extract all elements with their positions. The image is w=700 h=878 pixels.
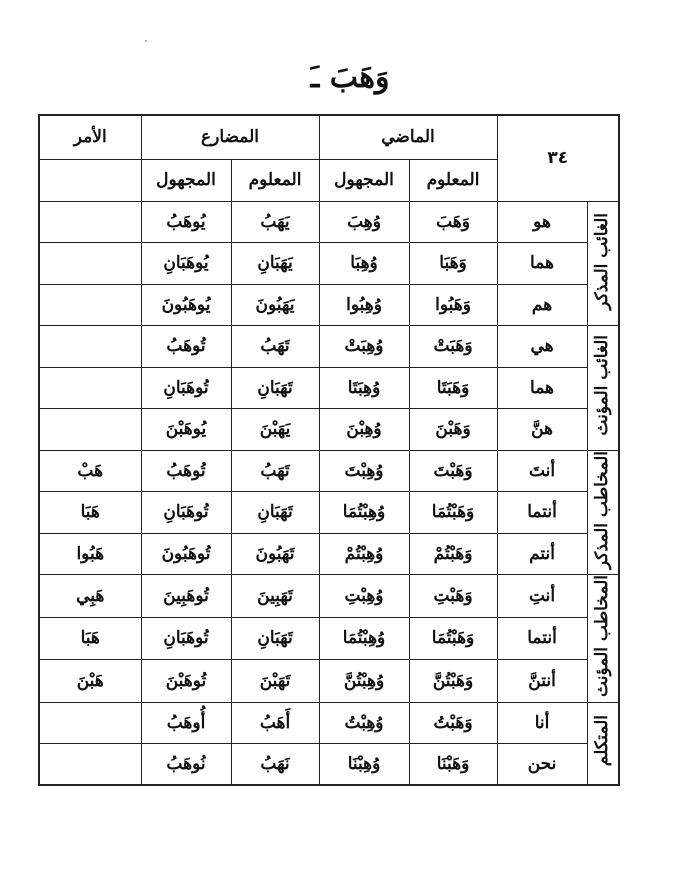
amr-cell <box>39 702 141 744</box>
mudari-maloom-cell: يَهَبُ <box>231 201 319 243</box>
header-amr-blank <box>39 159 141 201</box>
mudari-maloom-cell: يَهَبُونَ <box>231 284 319 326</box>
madi-maloom-cell: وَهَبَتَا <box>409 367 497 409</box>
amr-cell <box>39 243 141 285</box>
madi-majhool-cell: وُهِبْتَ <box>319 450 409 492</box>
madi-maloom-cell: وَهَبْنَ <box>409 409 497 451</box>
madi-majhool-cell: وُهِبْتُنَّ <box>319 660 409 703</box>
group-label <box>587 702 619 785</box>
pronoun-cell: أنتما <box>497 492 587 534</box>
madi-majhool-cell: وُهِبَتْ <box>319 326 409 368</box>
mudari-maloom-cell: نَهَبُ <box>231 744 319 786</box>
mudari-maloom-cell: تَهَبُونَ <box>231 533 319 575</box>
madi-maloom-cell: وَهَبْتُمَا <box>409 617 497 660</box>
mudari-majhool-cell: تُوهَبَانِ <box>141 367 231 409</box>
amr-cell: هَبْ <box>39 450 141 492</box>
madi-maloom-cell: وَهَبْنَا <box>409 744 497 786</box>
mudari-majhool-cell: تُوهَبُونَ <box>141 533 231 575</box>
header-madi-majhool: المجهول <box>319 159 409 201</box>
table-row <box>39 201 619 243</box>
madi-maloom-cell: وَهَبَا <box>409 243 497 285</box>
amr-cell: هَبَا <box>39 617 141 660</box>
madi-majhool-cell: وُهِبْتُ <box>319 702 409 744</box>
mudari-maloom-cell: تَهَبُ <box>231 326 319 368</box>
mudari-majhool-cell: تُوهَبِينَ <box>141 575 231 618</box>
table-row <box>39 492 619 534</box>
header-madi: الماضي <box>319 115 497 159</box>
table-row <box>39 702 619 744</box>
amr-cell <box>39 284 141 326</box>
mudari-majhool-cell: تُوهَبُ <box>141 326 231 368</box>
amr-cell: هَبَا <box>39 492 141 534</box>
mudari-majhool-cell: تُوهَبَانِ <box>141 492 231 534</box>
group-label <box>587 201 619 326</box>
table-row <box>39 284 619 326</box>
amr-cell <box>39 367 141 409</box>
pronoun-cell: أنتما <box>497 617 587 660</box>
scan-dot <box>145 40 147 42</box>
table-row <box>39 575 619 618</box>
table-row <box>39 367 619 409</box>
mudari-majhool-cell: تُوهَبُ <box>141 450 231 492</box>
table-row <box>39 243 619 285</box>
page-title: وَهَبَ ـَ <box>310 60 390 95</box>
mudari-majhool-cell: يُوهَبَانِ <box>141 243 231 285</box>
pronoun-cell: هنَّ <box>497 409 587 451</box>
mudari-majhool-cell: يُوهَبُونَ <box>141 284 231 326</box>
header-madi-maloom: المعلوم <box>409 159 497 201</box>
madi-majhool-cell: وُهِبَتَا <box>319 367 409 409</box>
group-label-text: الغائب المؤنث <box>592 335 613 436</box>
madi-majhool-cell: وُهِبْنَ <box>319 409 409 451</box>
mudari-majhool-cell: يُوهَبْنَ <box>141 409 231 451</box>
madi-maloom-cell: وَهَبْتُ <box>409 702 497 744</box>
amr-cell: هَبِي <box>39 575 141 618</box>
madi-maloom-cell: وَهَبَ <box>409 201 497 243</box>
table-row <box>39 660 619 703</box>
madi-maloom-cell: وَهَبْتُمْ <box>409 533 497 575</box>
pronoun-cell: هما <box>497 243 587 285</box>
mudari-majhool-cell: نُوهَبُ <box>141 744 231 786</box>
madi-majhool-cell: وُهِبْتُمَا <box>319 617 409 660</box>
table-row <box>39 450 619 492</box>
table-row <box>39 533 619 575</box>
madi-majhool-cell: وُهِبُوا <box>319 284 409 326</box>
table-row <box>39 744 619 786</box>
madi-maloom-cell: وَهَبْتَ <box>409 450 497 492</box>
pronoun-cell: أنتِ <box>497 575 587 618</box>
mudari-maloom-cell: تَهَبَانِ <box>231 367 319 409</box>
group-label <box>587 575 619 703</box>
pronoun-cell: أنتَ <box>497 450 587 492</box>
pronoun-cell: هي <box>497 326 587 368</box>
madi-majhool-cell: وُهِبَ <box>319 201 409 243</box>
table-row <box>39 617 619 660</box>
madi-maloom-cell: وَهَبُوا <box>409 284 497 326</box>
mudari-maloom-cell: تَهَبِينَ <box>231 575 319 618</box>
header-mudari-majhool: المجهول <box>141 159 231 201</box>
mudari-maloom-cell: يَهَبْنَ <box>231 409 319 451</box>
mudari-maloom-cell: تَهَبْنَ <box>231 660 319 703</box>
group-label-text: المتكلم <box>592 715 613 767</box>
madi-majhool-cell: وُهِبْتِ <box>319 575 409 618</box>
pronoun-cell: أنا <box>497 702 587 744</box>
mudari-maloom-cell: يَهَبَانِ <box>231 243 319 285</box>
mudari-majhool-cell: تُوهَبَانِ <box>141 617 231 660</box>
amr-cell <box>39 326 141 368</box>
madi-maloom-cell: وَهَبْتُنَّ <box>409 660 497 703</box>
amr-cell: هَبُوا <box>39 533 141 575</box>
pronoun-cell: هما <box>497 367 587 409</box>
mudari-maloom-cell: تَهَبَانِ <box>231 617 319 660</box>
mudari-maloom-cell: تَهَبُ <box>231 450 319 492</box>
header-mudari: المضارع <box>141 115 319 159</box>
mudari-majhool-cell: أُوهَبُ <box>141 702 231 744</box>
madi-maloom-cell: وَهَبْتُمَا <box>409 492 497 534</box>
mudari-maloom-cell: تَهَبَانِ <box>231 492 319 534</box>
amr-cell <box>39 201 141 243</box>
amr-cell <box>39 744 141 786</box>
madi-majhool-cell: وُهِبْتُمَا <box>319 492 409 534</box>
pronoun-cell: نحن <box>497 744 587 786</box>
pronoun-cell: أنتنَّ <box>497 660 587 703</box>
group-label-text: المخاطب المؤنث <box>592 575 613 697</box>
header-mudari-maloom: المعلوم <box>231 159 319 201</box>
mudari-majhool-cell: يُوهَبُ <box>141 201 231 243</box>
madi-majhool-cell: وُهِبْتُمْ <box>319 533 409 575</box>
header-amr: الأمر <box>39 115 141 159</box>
group-label-text: المخاطب المذكر <box>592 450 613 569</box>
madi-maloom-cell: وَهَبْتِ <box>409 575 497 618</box>
pronoun-cell: هم <box>497 284 587 326</box>
mudari-maloom-cell: أَهَبُ <box>231 702 319 744</box>
group-label <box>587 326 619 451</box>
group-label <box>587 450 619 575</box>
amr-cell <box>39 409 141 451</box>
pronoun-cell: أنتم <box>497 533 587 575</box>
madi-majhool-cell: وُهِبَا <box>319 243 409 285</box>
table-row <box>39 409 619 451</box>
conjugation-table <box>38 114 620 786</box>
mudari-majhool-cell: تُوهَبْنَ <box>141 660 231 703</box>
madi-majhool-cell: وُهِبْنَا <box>319 744 409 786</box>
verb-number: ٣٤ <box>497 115 619 201</box>
madi-maloom-cell: وَهَبَتْ <box>409 326 497 368</box>
table-row <box>39 326 619 368</box>
pronoun-cell: هو <box>497 201 587 243</box>
group-label-text: الغائب المذكر <box>592 212 613 310</box>
amr-cell: هَبْنَ <box>39 660 141 703</box>
